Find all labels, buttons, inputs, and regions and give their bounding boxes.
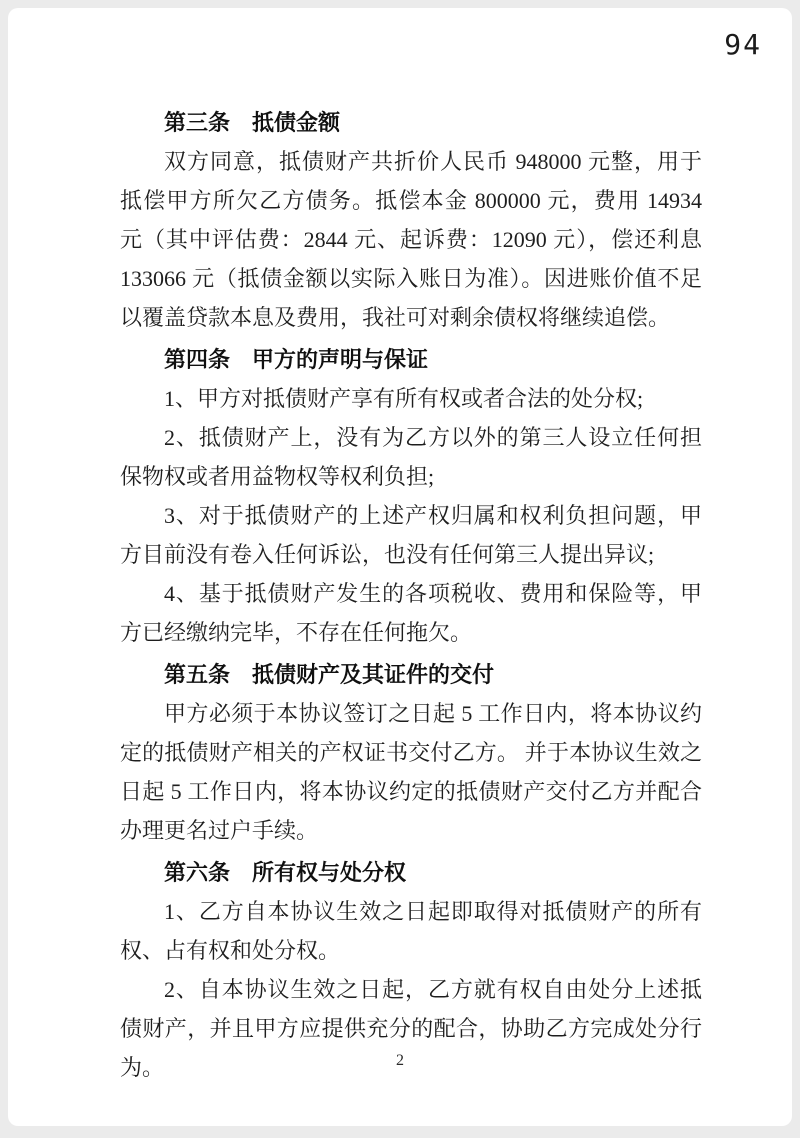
paragraph: 双方同意，抵债财产共折价人民币 948000 元整，用于抵偿甲方所欠乙方债务。抵偿本金 800000 元，费用 14934 元（其中评估费：2844 元、起诉费：12090 元），偿还利息 133066 元（抵债金额以实际入账日为准）。因进账价值不足以覆盖贷款本息及费用，我社可对剩余债权将继续追偿。 [120, 149, 702, 330]
paragraph: 1、甲方对抵债财产享有所有权或者合法的处分权; [164, 386, 644, 411]
footer-page-number: 2 [396, 1052, 404, 1069]
paragraph: 2、自本协议生效之日起，乙方就有权自由处分上述抵债财产，并且甲方应提供充分的配合，协助乙方完成处分行为。 [120, 977, 702, 1080]
document-page [8, 8, 792, 1126]
paragraph: 2、抵债财产上，没有为乙方以外的第三人设立任何担保物权或者用益物权等权利负担; [120, 425, 702, 489]
paragraph: 1、乙方自本协议生效之日起即取得对抵债财产的所有权、占有权和处分权。 [120, 899, 702, 963]
document-content [120, 100, 702, 1087]
section-heading-article-3: 第三条 抵债金额 [164, 110, 341, 135]
paragraph: 4、基于抵债财产发生的各项税收、费用和保险等，甲方已经缴纳完毕，不存在任何拖欠。 [120, 581, 702, 645]
section-heading-article-5: 第五条 抵债财产及其证件的交付 [164, 662, 495, 687]
paragraph: 甲方必须于本协议签订之日起 5 工作日内，将本协议约定的抵债财产相关的产权证书交付乙方。 并于本协议生效之日起 5 工作日内，将本协议约定的抵债财产交付乙方并配合办理更名过户手续。 [120, 701, 702, 843]
section-heading-article-4: 第四条 甲方的声明与保证 [164, 347, 429, 372]
stamp-page-number: 94 [724, 28, 762, 61]
paragraph: 3、对于抵债财产的上述产权归属和权利负担问题，甲方目前没有卷入任何诉讼，也没有任何第三人提出异议; [120, 503, 702, 567]
section-heading-article-6: 第六条 所有权与处分权 [164, 860, 407, 885]
